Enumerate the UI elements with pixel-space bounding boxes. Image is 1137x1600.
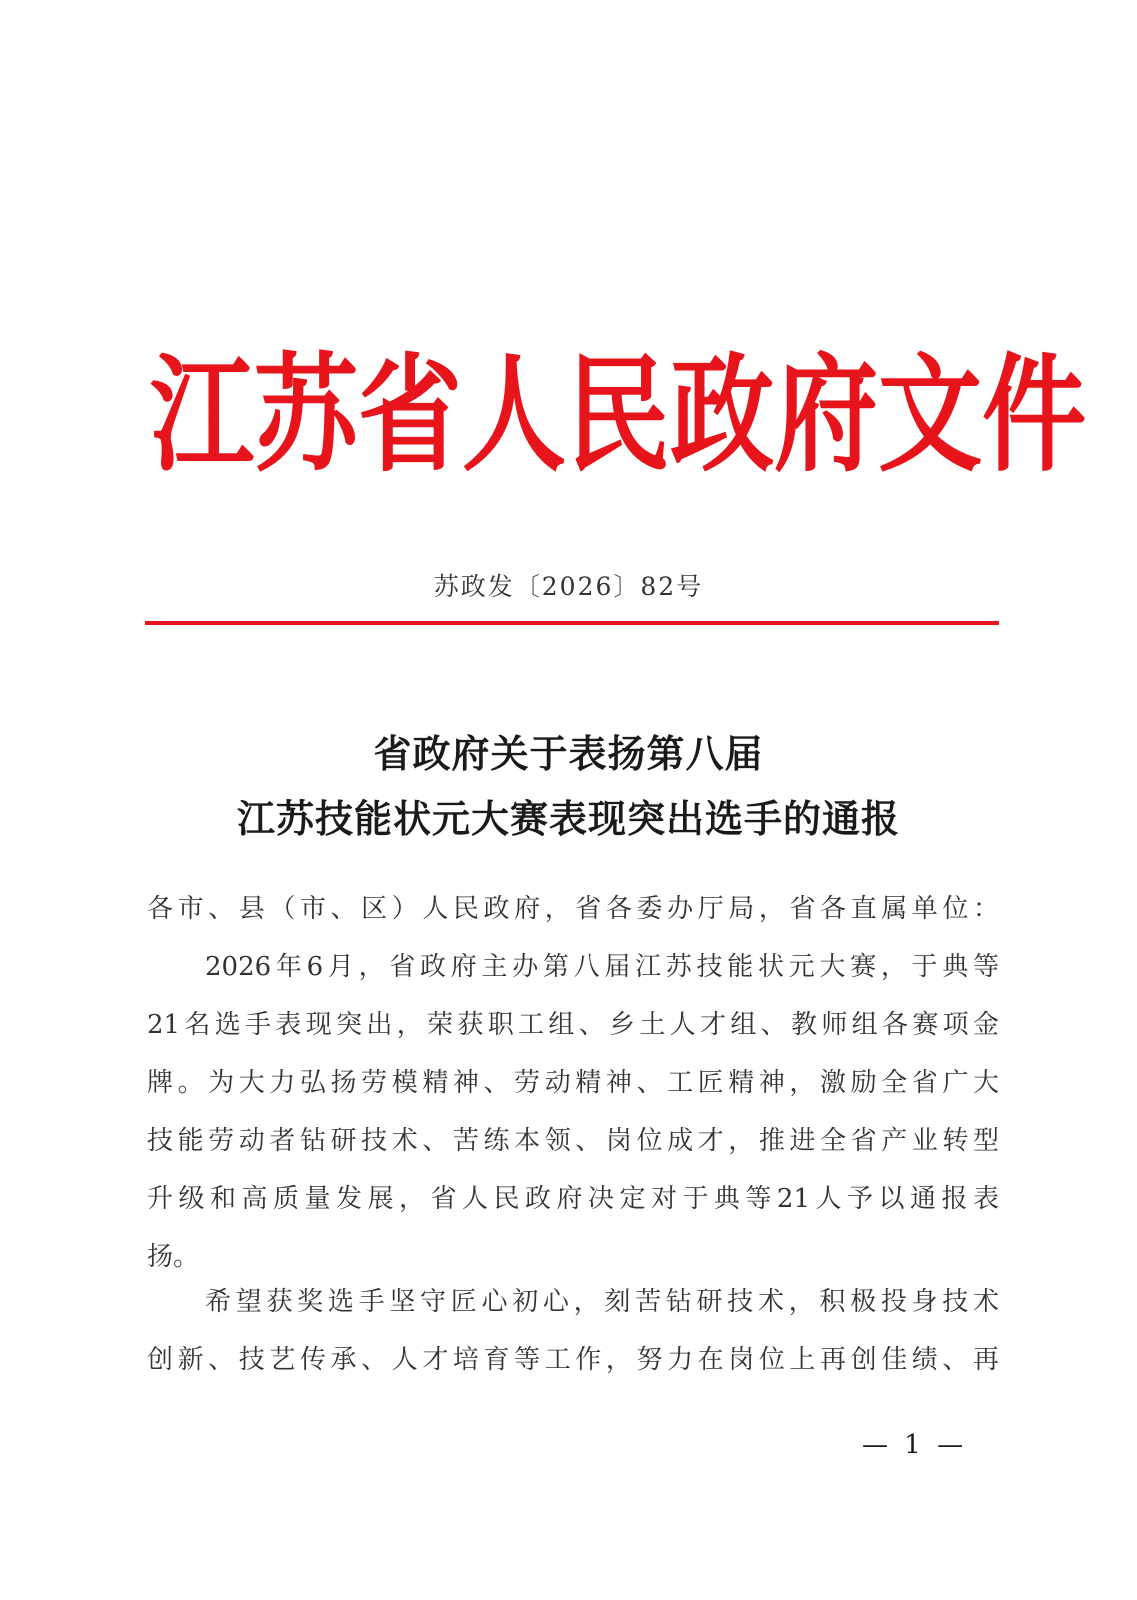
issuer-char: 民: [566, 339, 671, 490]
issuer-char: 人: [462, 339, 567, 490]
issuer-char: 省: [358, 339, 463, 490]
body-paragraph-1: [147, 938, 999, 1286]
paragraph-line: 牌。为大力弘扬劳模精神、劳动精神、工匠精神，激励全省广大: [147, 1068, 999, 1098]
issuer-char: 文: [878, 339, 983, 490]
body-paragraph-2: [147, 1273, 999, 1389]
red-separator-rule: [145, 621, 999, 625]
document-title-line-1: 省政府关于表扬第八届: [373, 731, 764, 776]
paragraph-line: 升级和高质量发展，省人民政府决定对于典等21人予以通报表: [147, 1184, 999, 1214]
page-number: — 1 —: [862, 1430, 968, 1460]
issuer-char: 江: [150, 339, 255, 490]
issuer-char: 府: [774, 339, 879, 490]
paragraph-line: 技能劳动者钻研技术、苦练本领、岗位成才，推进全省产业转型: [147, 1126, 999, 1156]
paragraph-line: 2026年6月，省政府主办第八届江苏技能状元大赛，于典等: [205, 952, 999, 982]
issuer-char: 件: [982, 339, 1087, 490]
paragraph-line: 希望获奖选手坚守匠心初心，刻苦钻研技术，积极投身技术: [205, 1287, 999, 1317]
paragraph-line: 21名选手表现突出，荣获职工组、乡土人才组、教师组各赛项金: [147, 1010, 999, 1040]
document-title-line-2: 江苏技能状元大赛表现突出选手的通报: [236, 796, 900, 841]
paragraph-line: 创新、技艺传承、人才培育等工作，努力在岗位上再创佳绩、再: [147, 1345, 999, 1375]
issuer-char: 政: [670, 339, 775, 490]
issuer-char: 苏: [254, 339, 359, 490]
paragraph-line: 扬。: [147, 1242, 200, 1272]
document-number: 苏政发〔2026〕82号: [433, 572, 704, 601]
salutation: [147, 880, 999, 938]
salutation-line: 各市、县（市、区）人民政府，省各委办厅局，省各直属单位：: [147, 894, 999, 924]
issuer-red-header: [150, 339, 1087, 490]
